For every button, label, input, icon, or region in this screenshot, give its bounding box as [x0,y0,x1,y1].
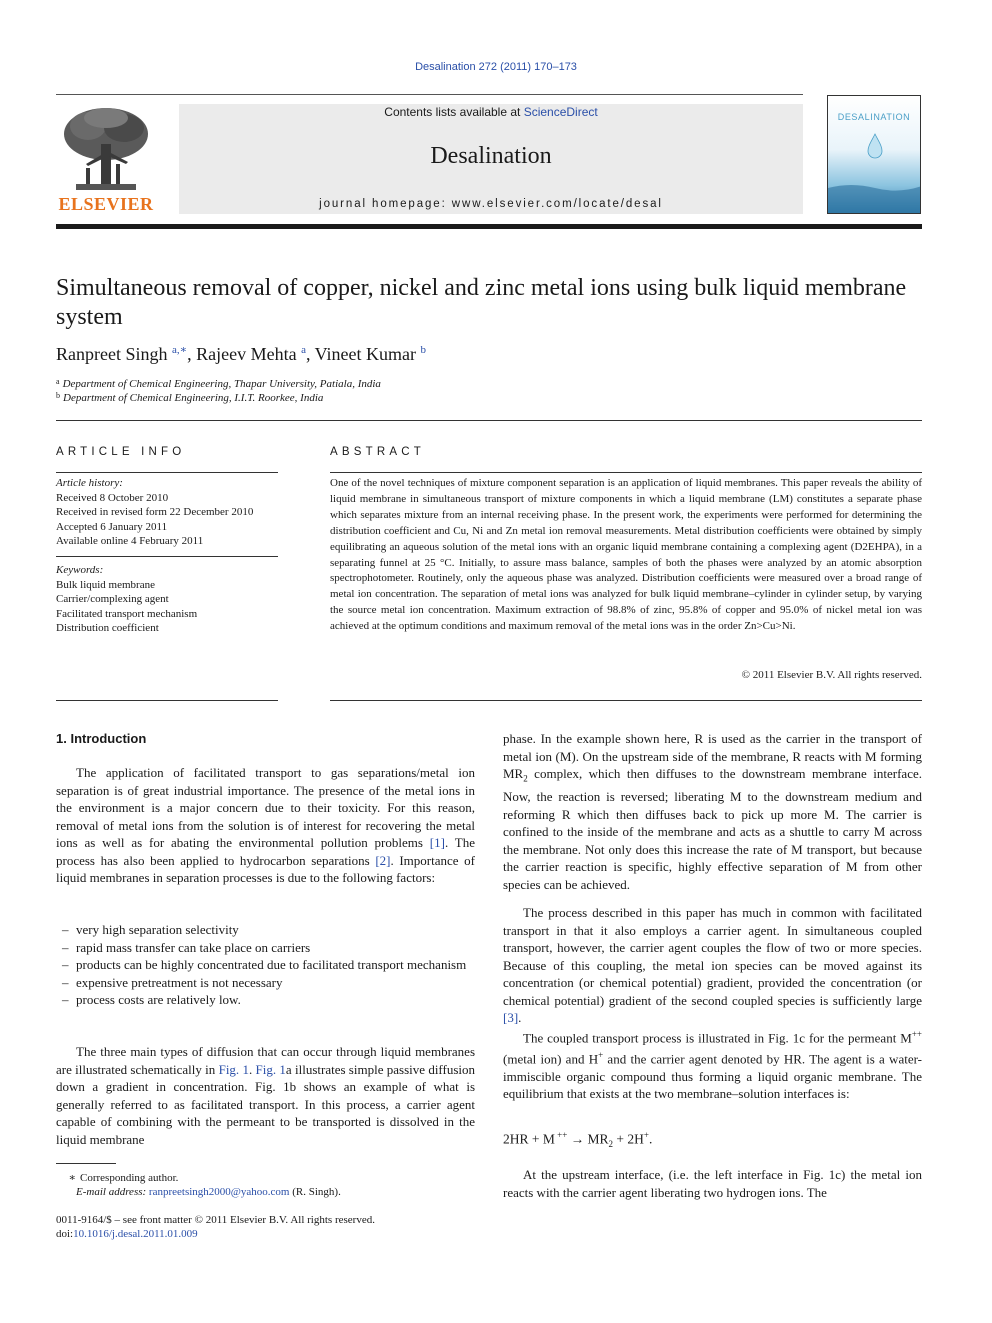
keywords-rule [56,556,278,557]
history-item: Accepted 6 January 2011 [56,520,168,533]
equation-text: → MR [567,1131,609,1147]
cover-title: DESALINATION [837,112,911,122]
contents-prefix: Contents lists available at [384,105,524,119]
doi-label: doi: [56,1228,74,1240]
reference-link[interactable]: [2] [375,852,391,868]
paragraph-text: phase. In the example shown here, R is used as the carrier in the transport of metal ion (M). On the upstream side of the membrane, R reacts with M forming MR [503,731,922,781]
intro-paragraph-2 [56,1043,475,1148]
superscript: + [598,1049,604,1060]
right-paragraph-1 [503,730,922,893]
list-item: – rapid mass transfer can take place on carriers [62,939,476,957]
equation-sub: 2 [608,1139,614,1150]
footnote-rule [56,1163,116,1164]
keyword-item: Facilitated transport mechanism [56,607,198,620]
header-top-rule [56,94,803,95]
figure-link[interactable]: Fig. 1 [218,1061,249,1077]
history-item: Received 8 October 2010 [56,491,169,504]
title-divider [56,420,922,421]
doi-line [56,1228,198,1240]
abstract-rule [330,472,922,473]
affiliation-b [56,391,323,404]
keywords-label: Keywords: [56,564,104,576]
paragraph-text: and the carrier agent denoted by HR. The agent is a water-immiscible organic compound thus forming a liquid organic membrane. The equilibrium that exists at the two membrane–solution interfaces is: [503,1051,922,1102]
reference-link[interactable]: [1] [429,835,445,850]
subscript: 2 [523,773,528,784]
paragraph-text: . Importance of liquid membranes in separation processes is due to the following factors: [56,852,475,885]
section-heading: 1. Introduction [56,731,147,746]
keywords [56,563,197,636]
affiliation-text: Department of Chemical Engineering, I.I.T. Roorkee, India [63,392,324,404]
equation-sup: ++ [554,1130,568,1140]
list-item: – expensive pretreatment is not necessary [62,974,476,992]
superscript: ++ [911,1029,922,1039]
article-info-rule [56,472,278,473]
doi-link[interactable]: 10.1016/j.desal.2011.01.009 [73,1228,198,1240]
author-affiliation-mark[interactable]: b [420,344,427,356]
journal-name: Desalination [430,143,552,169]
footnote-text: Corresponding author. [80,1172,179,1184]
right-paragraph-2 [503,904,922,1027]
keyword-item: Bulk liquid membrane [56,578,155,591]
right-paragraph-3 [503,1026,922,1103]
affiliation-text: Department of Chemical Engineering, Thapar University, Patiala, India [62,378,381,390]
author-name: Rajeev Mehta [196,344,297,364]
equilibrium-equation [503,1130,652,1149]
abstract-heading: ABSTRACT [330,446,425,458]
contents-line [179,105,803,119]
affiliation-a [56,377,381,390]
email-label: E-mail address: [76,1186,149,1198]
paragraph-text: a illustrates simple passive diffusion down a gradient in concentration. Fig. 1b shows an example of what is generally referred to as facilitated transport. In this process, a carrier agent capable of combining with the permeant to be transported is dissolved in the liquid membrane [56,1061,476,1147]
right-paragraph-4: At the upstream interface, (i.e. the left interface in Fig. 1c) the metal ion reacts with the carrier agent liberating two hydrogen ions. The [503,1167,922,1200]
corresponding-author-note [56,1171,178,1184]
article-info-bottom-rule [56,700,278,701]
equation-text: + 2H [613,1131,644,1147]
article-history [56,476,253,549]
equation-sup: + [643,1130,649,1140]
author-name: Ranpreet Singh [56,344,168,364]
paragraph-text: . The process has also been applied to hydrocarbon separations [56,835,475,868]
abstract-text: One of the novel techniques of mixture component separation is an application of liquid membranes. This paper reveals the ability of liquid membrane in simultaneous transport of mixture components in which a liquid membrane (LM) constitutes a separate phase which separates mixture from an internal receiving phase. In the present work, the experiments were performed for determining the distribution coefficient and Cu, Ni and Zn metal ion removal measurements. Metal distribution coefficients were obtained by simply equilibrating an aqueous solution of the metal ions with an organic liquid membrane containing a complexing agent (D2EHPA), in a separating funnel at 25 °C. Initially, to assure mass balance, samples of both the phases were analyzed by an atomic absorption spectrophotometer. Routinely, only the aqueous phase was analyzed. Distribution coefficients were measured over a broad range of metal ion concentration. The separation of metal ions was analyzed for bulk liquid membrane–cylinder in cylinder setup, by varying the source metal ion concentration. Maximum extraction of 98.8% of zinc, 95.8% of copper and 95.0% of nickel metal ion was achieved at the optimum conditions and maximum removal of the metal ions was in the order Zn>Cu>Ni. [330,477,922,633]
factors-list [62,921,476,1009]
paragraph-text: The application of facilitated transport to gas separations/metal ion separation is of great industrial importance. The presence of the metal ions in the environment is a major concern due to their toxicity. For this reason, removal of metal ions from the solution is of interest for recovering the metal ions as well as for abating the environmental pollution problems [56,765,475,850]
author-list: Ranpreet Singh $^{a,∗}$, Rajeev Mehta $^a$, Vineet Kumar $^b$ [56,344,427,364]
email-link[interactable]: ranpreetsingh2000@yahoo.com [148,1186,290,1198]
article-title: Simultaneous removal of copper, nickel and zinc metal ions using bulk liquid membrane system [56,275,907,330]
equation-text: . [649,1131,653,1147]
reference-link[interactable]: [3] [503,1010,519,1025]
history-item: Available online 4 February 2011 [56,535,204,548]
list-item: – very high separation selectivity [62,921,476,939]
paragraph-text: The three main types of diffusion that can occur through liquid membranes are illustrated schematically in [56,1044,475,1077]
footnote-star: ∗ [68,1172,76,1184]
abstract-copyright: © 2011 Elsevier B.V. All rights reserved. [741,669,922,681]
journal-citation[interactable]: Desalination 272 (2011) 170–173 [415,61,577,73]
paragraph-text: . [518,1010,522,1025]
article-info-heading: ARTICLE INFO [56,446,186,458]
keyword-item: Distribution coefficient [56,622,159,635]
header-thick-rule [56,224,922,229]
email-note [76,1186,341,1198]
paragraph-text: . [248,1061,256,1077]
figure-link[interactable]: Fig. 1 [255,1061,286,1077]
paragraph-text: complex, which then diffuses to the downstream membrane interface. Now, the reaction is reversed; liberating M to the downstream medium and reforming R which then diffuses back to pick up more M. The carrier is confined to the inside of the membrane and acts as a shuttle to carry M across the membrane. Not only does this increase the rate of M transport, but because the carrier reaction is specific, highly effective separation of M from other species can be achieved. [503,766,922,892]
equation-text: 2HR + M [503,1131,555,1147]
affiliation-mark: b [56,391,60,400]
issn-line: 0011-9164/$ – see front matter © 2011 Elsevier B.V. All rights reserved. [56,1214,375,1226]
paragraph-text: The coupled transport process is illustrated in Fig. 1c for the permeant M [523,1030,912,1046]
history-label: Article history: [56,477,123,489]
email-suffix: (R. Singh). [289,1186,341,1198]
intro-paragraph-1 [56,764,475,887]
author-name: Vineet Kumar [314,344,417,364]
list-item: – process costs are relatively low. [62,991,476,1009]
paragraph-text: The process described in this paper has much in common with facilitated transport in that it also employs a carrier agent. In simultaneous coupled transport, however, the carrier agent couples the flow of two or more species. Because of this coupling, the metal ion species can be moved against its concentration (or chemical potential) gradient, provided the concentration (or chemical potential) gradient of the second coupled species is sufficiently large [503,905,922,1008]
affiliation-mark: a [56,377,60,386]
journal-cover[interactable] [827,95,921,214]
author-affiliation-mark[interactable]: a [301,344,306,356]
keyword-item: Carrier/complexing agent [56,593,169,606]
abstract-bottom-rule [330,700,922,701]
sciencedirect-link[interactable]: ScienceDirect [523,105,598,119]
history-item: Received in revised form 22 December 2010 [56,506,254,519]
elsevier-wordmark: ELSEVIER [58,194,154,214]
author-affiliation-mark[interactable]: a,∗ [171,344,188,356]
paragraph-text: (metal ion) and H [503,1051,599,1067]
journal-homepage[interactable]: journal homepage: www.elsevier.com/locate/desal [319,198,663,210]
list-item: – products can be highly concentrated due to facilitated transport mechanism [62,956,476,974]
